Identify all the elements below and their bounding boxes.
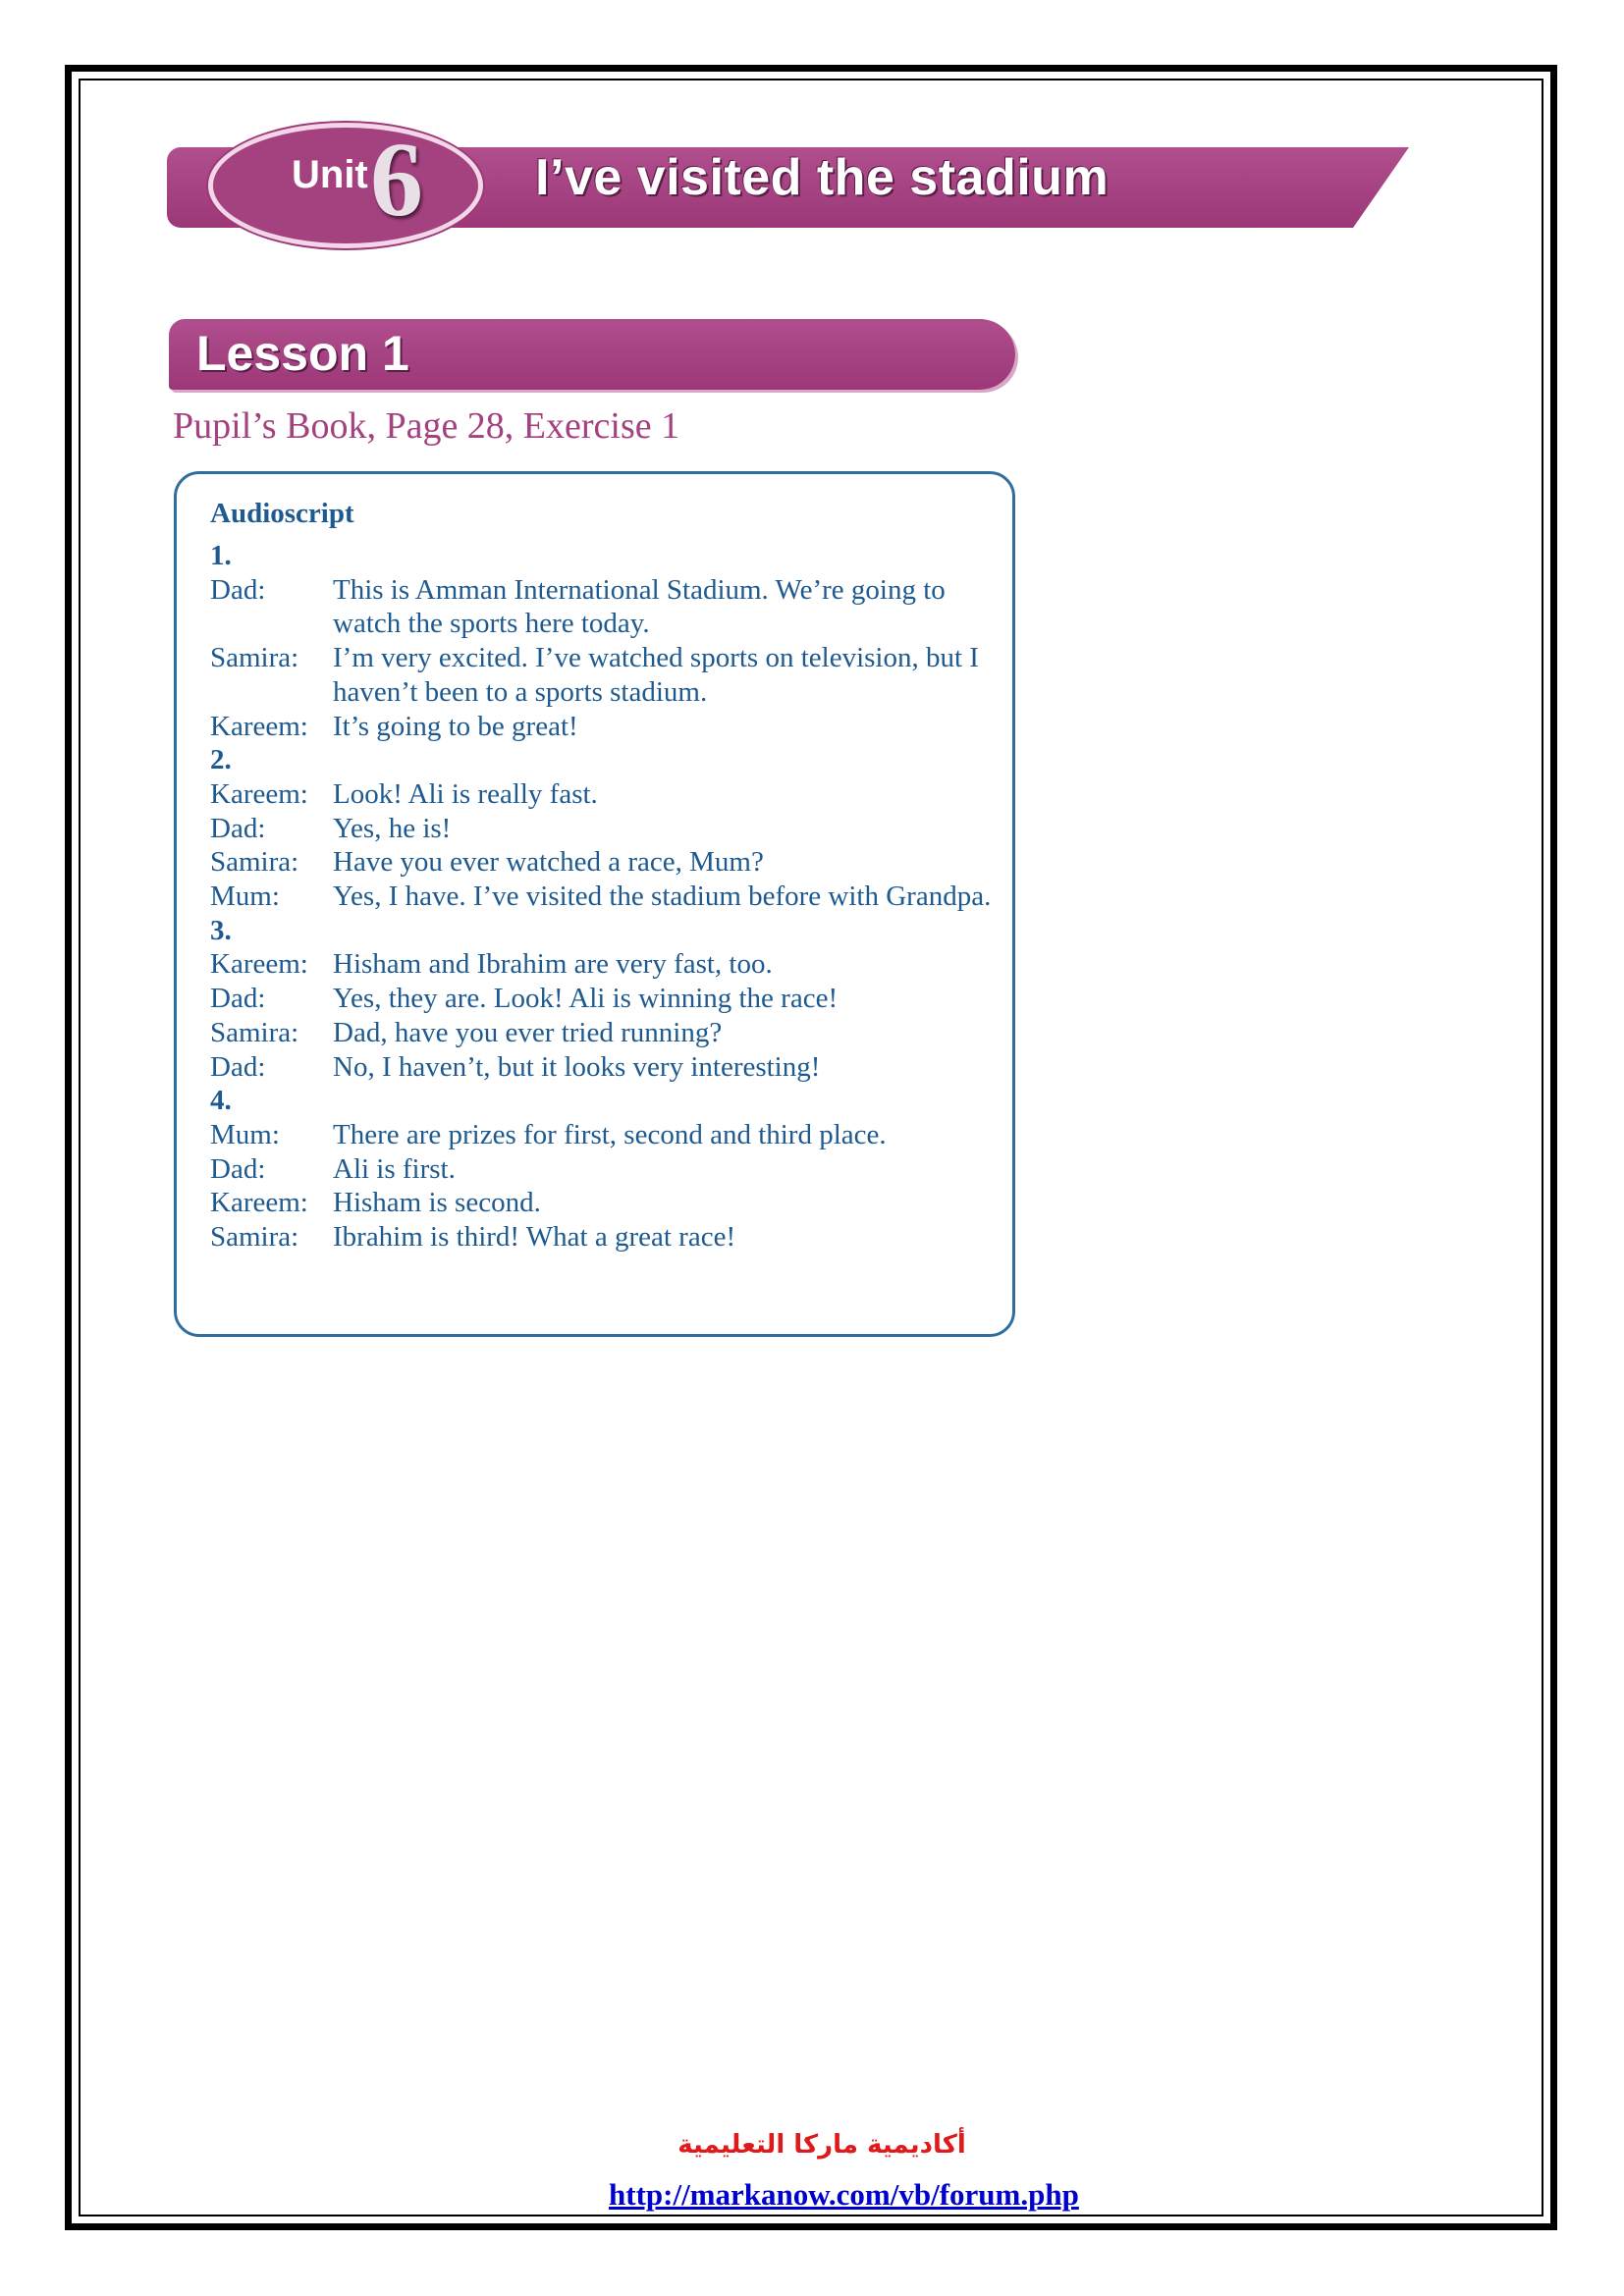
speaker-name: Samira: [210, 642, 299, 674]
unit-title: I’ve visited the stadium [535, 149, 1110, 206]
exercise-reference: Pupil’s Book, Page 28, Exercise 1 [173, 405, 680, 447]
footer-academy-name: أكاديمية ماركا التعليمية [677, 2130, 966, 2160]
audioscript-lines [210, 539, 996, 1255]
lesson-bar [169, 319, 1015, 390]
speaker-name: Mum: [210, 881, 280, 913]
audioscript-heading: Audioscript [210, 498, 354, 529]
part-number-label: 3. [210, 914, 232, 946]
dialogue-line [210, 1118, 996, 1152]
dialogue-line [210, 1186, 996, 1220]
speaker-name: Kareem: [210, 1187, 308, 1219]
speaker-name: Dad: [210, 1152, 266, 1185]
speech-text: Look! Ali is really fast. [333, 777, 598, 810]
unit-badge [208, 123, 483, 248]
speaker-name: Samira: [210, 1016, 299, 1048]
unit-banner [167, 123, 1424, 250]
dialogue-line [210, 710, 996, 744]
speaker-name: Kareem: [210, 948, 308, 981]
speaker-name: Dad: [210, 983, 266, 1015]
part-number [210, 1084, 996, 1118]
speaker-name: Dad: [210, 1050, 266, 1083]
speaker-name: Dad: [210, 812, 266, 844]
speech-text: Yes, I have. I’ve visited the stadium before with Grandpa. [333, 881, 992, 913]
dialogue-line [210, 1152, 996, 1187]
unit-label: Unit [292, 153, 368, 196]
dialogue-line [210, 1220, 996, 1255]
speaker-name: Mum: [210, 1118, 280, 1150]
speech-text: No, I haven’t, but it looks very interesting! [333, 1050, 821, 1083]
speech-text: Dad, have you ever tried running? [333, 1016, 723, 1048]
lesson-title: Lesson 1 [196, 326, 409, 381]
dialogue-line [210, 812, 996, 846]
dialogue-line [210, 1050, 996, 1085]
speech-text: Hisham and Ibrahim are very fast, too. [333, 948, 773, 981]
part-number-label: 1. [210, 540, 232, 571]
speech-text: I’m very excited. I’ve watched sports on television, but I haven’t been to a sports stadium. [333, 642, 979, 708]
part-number [210, 539, 996, 573]
speech-text: Ali is first. [333, 1152, 456, 1185]
dialogue-line [210, 982, 996, 1016]
dialogue-line [210, 845, 996, 880]
speaker-name: Samira: [210, 846, 299, 879]
dialogue-line [210, 947, 996, 982]
dialogue-line [210, 777, 996, 812]
part-number [210, 743, 996, 777]
speech-text: It’s going to be great! [333, 710, 578, 742]
footer-forum-link[interactable]: http://markanow.com/vb/forum.php [609, 2177, 1079, 2212]
speaker-name: Kareem: [210, 710, 308, 742]
speech-text: Yes, he is! [333, 812, 452, 844]
speech-text: Yes, they are. Look! Ali is winning the race! [333, 983, 839, 1015]
speech-text: Ibrahim is third! What a great race! [333, 1221, 736, 1254]
unit-number: 6 [370, 122, 423, 239]
speaker-name: Kareem: [210, 777, 308, 810]
speaker-name: Samira: [210, 1221, 299, 1254]
dialogue-line [210, 1016, 996, 1050]
dialogue-line [210, 573, 996, 641]
dialogue-line [210, 880, 996, 914]
speaker-name: Dad: [210, 573, 266, 606]
speech-text: Have you ever watched a race, Mum? [333, 846, 764, 879]
speech-text: This is Amman International Stadium. We’re going to watch the sports here today. [333, 573, 946, 640]
speech-text: There are prizes for first, second and third place. [333, 1118, 887, 1150]
speech-text: Hisham is second. [333, 1187, 541, 1219]
part-number [210, 914, 996, 948]
part-number-label: 2. [210, 744, 232, 776]
audioscript-box [174, 471, 1015, 1337]
part-number-label: 4. [210, 1085, 232, 1117]
dialogue-line [210, 641, 996, 709]
